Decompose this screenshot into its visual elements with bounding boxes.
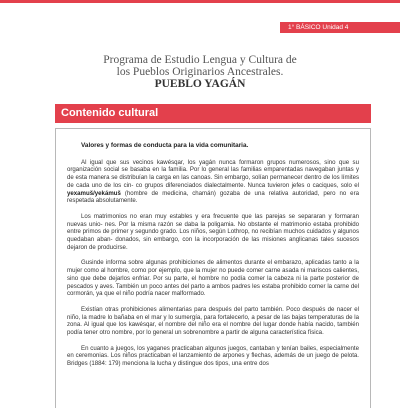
section-title: Contenido cultural — [55, 104, 371, 123]
document-header — [0, 54, 400, 90]
paragraph-3: Gusinde informa sobre algunas prohibiciones de alimentos durante el embarazo, aplicadas tanto a la mujer como al hombre, como por ejemplo, que la mujer no puede comer carne asada ni mariscos calientes, sino que debe dejarlos enfriar. Por su parte, el hombre no podía comer la cabeza ni la parte posterior de pescados y aves. También un poco antes del parto a ambos padres les estaba prohibido comer la carne del cormorán, ya que el niño podría nacer malformado. — [67, 259, 359, 298]
header-line-1: Programa de Estudio Lengua y Cultura de — [103, 54, 297, 66]
paragraph-5: En cuanto a juegos, los yaganes practicaban algunos juegos, cantaban y tenían bailes, especialmente en ceremonias. Los niños practicaban el lanzamiento de arpones y flechas, además de un juego de pelota. Bridges (1884: 179) menciona la lucha y distingue dos tipos, una entre dos — [67, 344, 359, 368]
paragraph-1-text-a: Al igual que sus vecinos kawésqar, los yagán nunca formaron grupos numerosos, sino que su organización social se basaba en la familia. Por lo general las familias emparentadas navegaban juntas y de esta manera se distribuían la carga en las canoas. Sin embargo, solían permanecer dentro de los límites de cada uno de los cin- co grupos diferenciados dialectalmente. Nunca tuvieron jefes o caciques, solo el — [67, 158, 359, 189]
paragraph-1-term: yexamuš/yekámuš — [67, 189, 121, 197]
header-line-3: PUEBLO YAGÁN — [154, 78, 246, 90]
paragraph-1-text-b: (hombre de medicina, chamán) gozaba de una relativa autoridad, pero no era respetada absolutamente. — [67, 189, 359, 205]
header-line-2: los Pueblos Originarios Ancestrales. — [116, 66, 284, 78]
paragraph-4: Existían otras prohibiciones alimentarias para después del parto también. Poco después de nacer el niño, la madre lo bañaba en el mar y lo sumergía, para fortalecerlo, a pesar de las bajas temperaturas de la zona. Al igual que los kawésqar, el nombre del niño era el nombre del lugar donde había nacido, también podía tener otro nombre, por lo general un sobrenombre a partir de alguna característica física. — [67, 305, 359, 337]
unit-badge: 1° BÁSICO Unidad 4 — [280, 22, 400, 33]
paragraph-2: Los matrimonios no eran muy estables y era frecuente que las parejas se separaran y formaran nuevas unio- nes. Por la misma razón se daba la poligamia. No obstante el matrimonio estaba prohibido entre primos de primer y segundo grado. Los niños, según Lothrop, no recibían muchos cuidados y algunos quedaban aban- donados, sin embargo, con la incorporación de las misiones anglicanas tales sucesos dejaron de producirse. — [67, 212, 359, 251]
content-box — [55, 128, 371, 408]
paragraph-1 — [67, 159, 359, 205]
top-accent-bar — [0, 0, 400, 3]
content-heading: Valores y formas de conducta para la vida comunitaria. — [81, 142, 249, 149]
